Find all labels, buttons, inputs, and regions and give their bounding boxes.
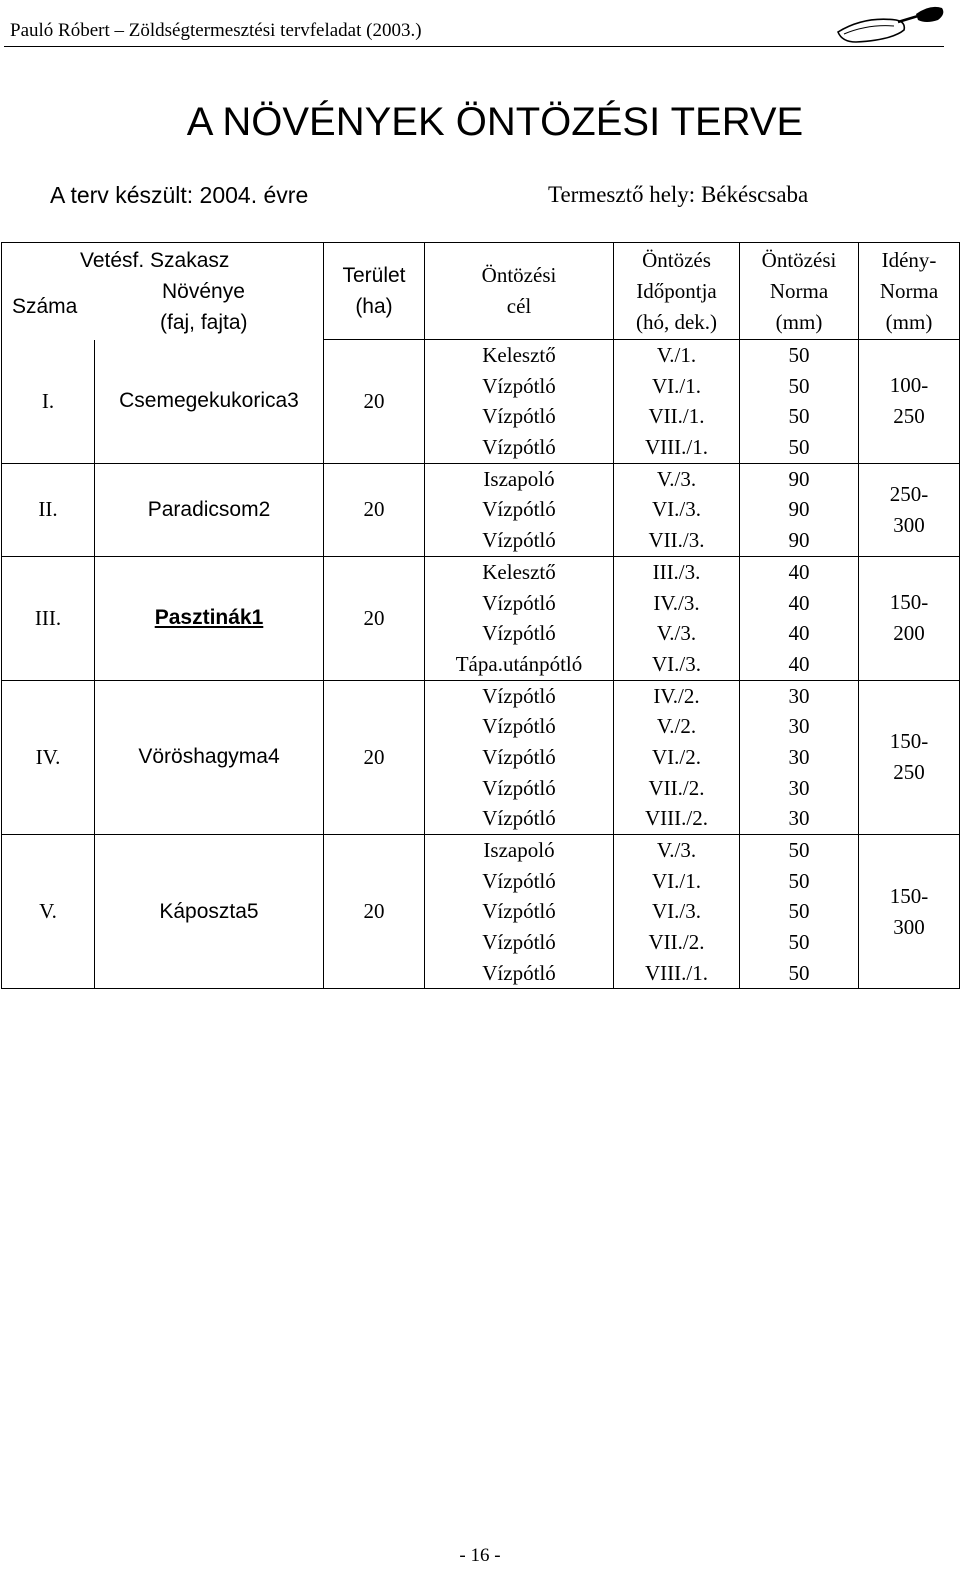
cel-line: Vízpótló <box>482 621 556 646</box>
table-row <box>2 680 960 834</box>
cell-novenye <box>95 835 324 989</box>
plan-place: Termesztő hely: Békéscsaba <box>548 182 809 207</box>
cell-terulet: 20 <box>324 463 425 556</box>
irrigation-table <box>1 242 960 989</box>
idopont-line: VII./1. <box>648 404 705 429</box>
cell-szama: I. <box>2 340 95 464</box>
cell-idopont <box>614 680 740 834</box>
idopont-line: VIII./2. <box>645 806 708 831</box>
cel-line: Vízpótló <box>482 528 556 553</box>
cell-novenye <box>95 680 324 834</box>
header-terulet-label: Terület <box>342 264 406 287</box>
crop-name: Káposzta5 <box>159 899 259 923</box>
cell-cel <box>425 835 614 989</box>
cel-line: Tápa.utánpótló <box>455 651 583 676</box>
cell-szama: V. <box>2 835 95 989</box>
cell-norma <box>740 680 859 834</box>
idopont-line: VI./3. <box>652 497 701 522</box>
idopont-line: IV./2. <box>653 683 700 708</box>
cel-line: Vízpótló <box>482 899 556 924</box>
cell-novenye <box>95 463 324 556</box>
header-terulet <box>324 243 425 340</box>
norma-line: 90 <box>788 528 810 553</box>
norma-line: 50 <box>788 868 810 893</box>
norma-line: 40 <box>788 651 810 676</box>
cel-line: Kelesztő <box>482 343 556 367</box>
norma-line: 90 <box>788 497 810 522</box>
cell-cel <box>425 340 614 464</box>
cel-line: Vízpótló <box>482 373 556 398</box>
cel-line: Vízpótló <box>482 775 556 800</box>
cel-line: Vízpótló <box>482 744 556 769</box>
crop-name: Csemegekukorica3 <box>119 389 299 413</box>
cel-line: Vízpótló <box>482 404 556 429</box>
norma-line: 90 <box>788 466 810 491</box>
cell-ideny <box>859 556 960 680</box>
norma-line: 50 <box>788 435 810 460</box>
norma-line: 30 <box>788 775 810 800</box>
table-row <box>2 463 960 556</box>
header-norma <box>740 243 859 340</box>
header-idopont <box>614 243 740 340</box>
norma-line: 40 <box>788 621 810 646</box>
header-idopont2-label: Időpontja <box>636 278 717 303</box>
cel-line: Vízpótló <box>482 960 556 985</box>
cell-norma <box>740 340 859 464</box>
norma-line: 50 <box>788 373 810 398</box>
header-szakasz <box>2 243 324 340</box>
cel-line: Vízpótló <box>482 806 556 831</box>
idopont-line: V./2. <box>656 714 697 739</box>
cel-line: Iszapoló <box>483 466 555 491</box>
cell-cel <box>425 680 614 834</box>
ideny-line: 300 <box>893 914 925 939</box>
norma-line: 50 <box>788 404 810 429</box>
idopont-line: V./3. <box>656 466 697 491</box>
crop-name: Pasztinák1 <box>154 606 264 630</box>
cell-terulet: 20 <box>324 556 425 680</box>
cel-line: Vízpótló <box>482 714 556 739</box>
cel-line: Vízpótló <box>482 683 556 708</box>
ideny-line: 100- <box>889 373 929 398</box>
cel-line: Vízpótló <box>482 868 556 893</box>
cell-terulet: 20 <box>324 835 425 989</box>
header-ideny3-label: (mm) <box>885 309 933 334</box>
ideny-line: 300 <box>893 512 925 537</box>
page-number: - 16 - <box>459 1545 501 1566</box>
idopont-line: V./3. <box>656 621 697 646</box>
cell-idopont <box>614 463 740 556</box>
ideny-line: 250 <box>893 404 925 429</box>
cell-norma <box>740 556 859 680</box>
cell-szama: III. <box>2 556 95 680</box>
header-cel <box>425 243 614 340</box>
ideny-line: 150- <box>889 883 929 908</box>
ideny-line: 250 <box>893 760 925 785</box>
header-szama-label: Száma <box>12 295 78 318</box>
header-novenye-label: Növénye <box>162 280 245 303</box>
cell-terulet: 20 <box>324 340 425 464</box>
ideny-line: 150- <box>889 729 929 754</box>
plan-year: A terv készült: 2004. évre <box>50 182 309 208</box>
table-row <box>2 340 960 464</box>
cell-szama: II. <box>2 463 95 556</box>
idopont-line: VIII./1. <box>645 435 708 460</box>
cell-novenye <box>95 340 324 464</box>
header-ha-label: (ha) <box>355 295 393 318</box>
cel-line: Iszapoló <box>483 838 555 862</box>
cell-idopont <box>614 835 740 989</box>
cell-ideny <box>859 680 960 834</box>
norma-line: 50 <box>788 838 810 862</box>
cel-line: Kelesztő <box>482 559 556 584</box>
idopont-line: VI./3. <box>652 651 701 676</box>
cell-norma <box>740 835 859 989</box>
header-ideny2-label: Norma <box>879 278 939 303</box>
idopont-line: III./3. <box>652 559 701 584</box>
idopont-line: V./3. <box>656 838 697 862</box>
norma-line: 30 <box>788 744 810 769</box>
cell-cel <box>425 463 614 556</box>
norma-line: 40 <box>788 590 810 615</box>
ideny-line: 200 <box>893 621 925 646</box>
norma-line: 50 <box>788 899 810 924</box>
cell-norma <box>740 463 859 556</box>
table-row <box>2 835 960 989</box>
norma-line: 30 <box>788 806 810 831</box>
cel-line: Vízpótló <box>482 497 556 522</box>
idopont-line: VII./2. <box>648 930 705 955</box>
norma-line: 50 <box>788 930 810 955</box>
cell-idopont <box>614 340 740 464</box>
cell-terulet: 20 <box>324 680 425 834</box>
trowel-logo-icon <box>834 2 946 46</box>
idopont-line: VI./2. <box>652 744 701 769</box>
header-ideny-label: Idény- <box>881 247 937 272</box>
ideny-line: 250- <box>889 481 929 506</box>
cell-szama: IV. <box>2 680 95 834</box>
table-row <box>2 556 960 680</box>
norma-line: 50 <box>788 960 810 985</box>
cel-line: Vízpótló <box>482 930 556 955</box>
ideny-line: 150- <box>889 590 929 615</box>
norma-line: 40 <box>788 559 810 584</box>
cel-line: Vízpótló <box>482 590 556 615</box>
header-cel-label: Öntözési <box>481 263 557 287</box>
idopont-line: VI./3. <box>652 899 701 924</box>
table-header-row <box>2 243 960 340</box>
header-ideny <box>859 243 960 340</box>
norma-line: 50 <box>788 343 810 367</box>
idopont-line: VII./2. <box>648 775 705 800</box>
header-idopont-label: Öntözés <box>642 247 711 272</box>
header-norma2-label: Norma <box>769 278 829 303</box>
cell-ideny <box>859 340 960 464</box>
cell-novenye <box>95 556 324 680</box>
idopont-line: V./1. <box>656 343 697 367</box>
header-norma3-label: (mm) <box>775 309 823 334</box>
header-idopont3-label: (hó, dek.) <box>635 309 718 334</box>
cell-idopont <box>614 556 740 680</box>
idopont-line: VIII./1. <box>645 960 708 985</box>
cell-ideny <box>859 835 960 989</box>
cell-ideny <box>859 463 960 556</box>
cell-cel <box>425 556 614 680</box>
idopont-line: VI./1. <box>652 868 701 893</box>
crop-name: Paradicsom2 <box>147 497 271 521</box>
crop-name: Vöröshagyma4 <box>138 745 280 769</box>
page-header: Pauló Róbert – Zöldségtermesztési tervfeladat (2003.) <box>10 20 422 41</box>
header-faj-label: (faj, fajta) <box>160 311 248 334</box>
header-cel2-label: cél <box>506 294 532 318</box>
idopont-line: VI./1. <box>652 373 701 398</box>
header-norma-label: Öntözési <box>761 247 837 272</box>
page-title: A NÖVÉNYEK ÖNTÖZÉSI TERVE <box>186 100 804 144</box>
cel-line: Vízpótló <box>482 435 556 460</box>
idopont-line: IV./3. <box>653 590 700 615</box>
norma-line: 30 <box>788 683 810 708</box>
idopont-line: VII./3. <box>648 528 705 553</box>
norma-line: 30 <box>788 714 810 739</box>
header-rule <box>4 46 944 47</box>
header-szakasz-label: Vetésf. Szakasz <box>80 249 230 272</box>
